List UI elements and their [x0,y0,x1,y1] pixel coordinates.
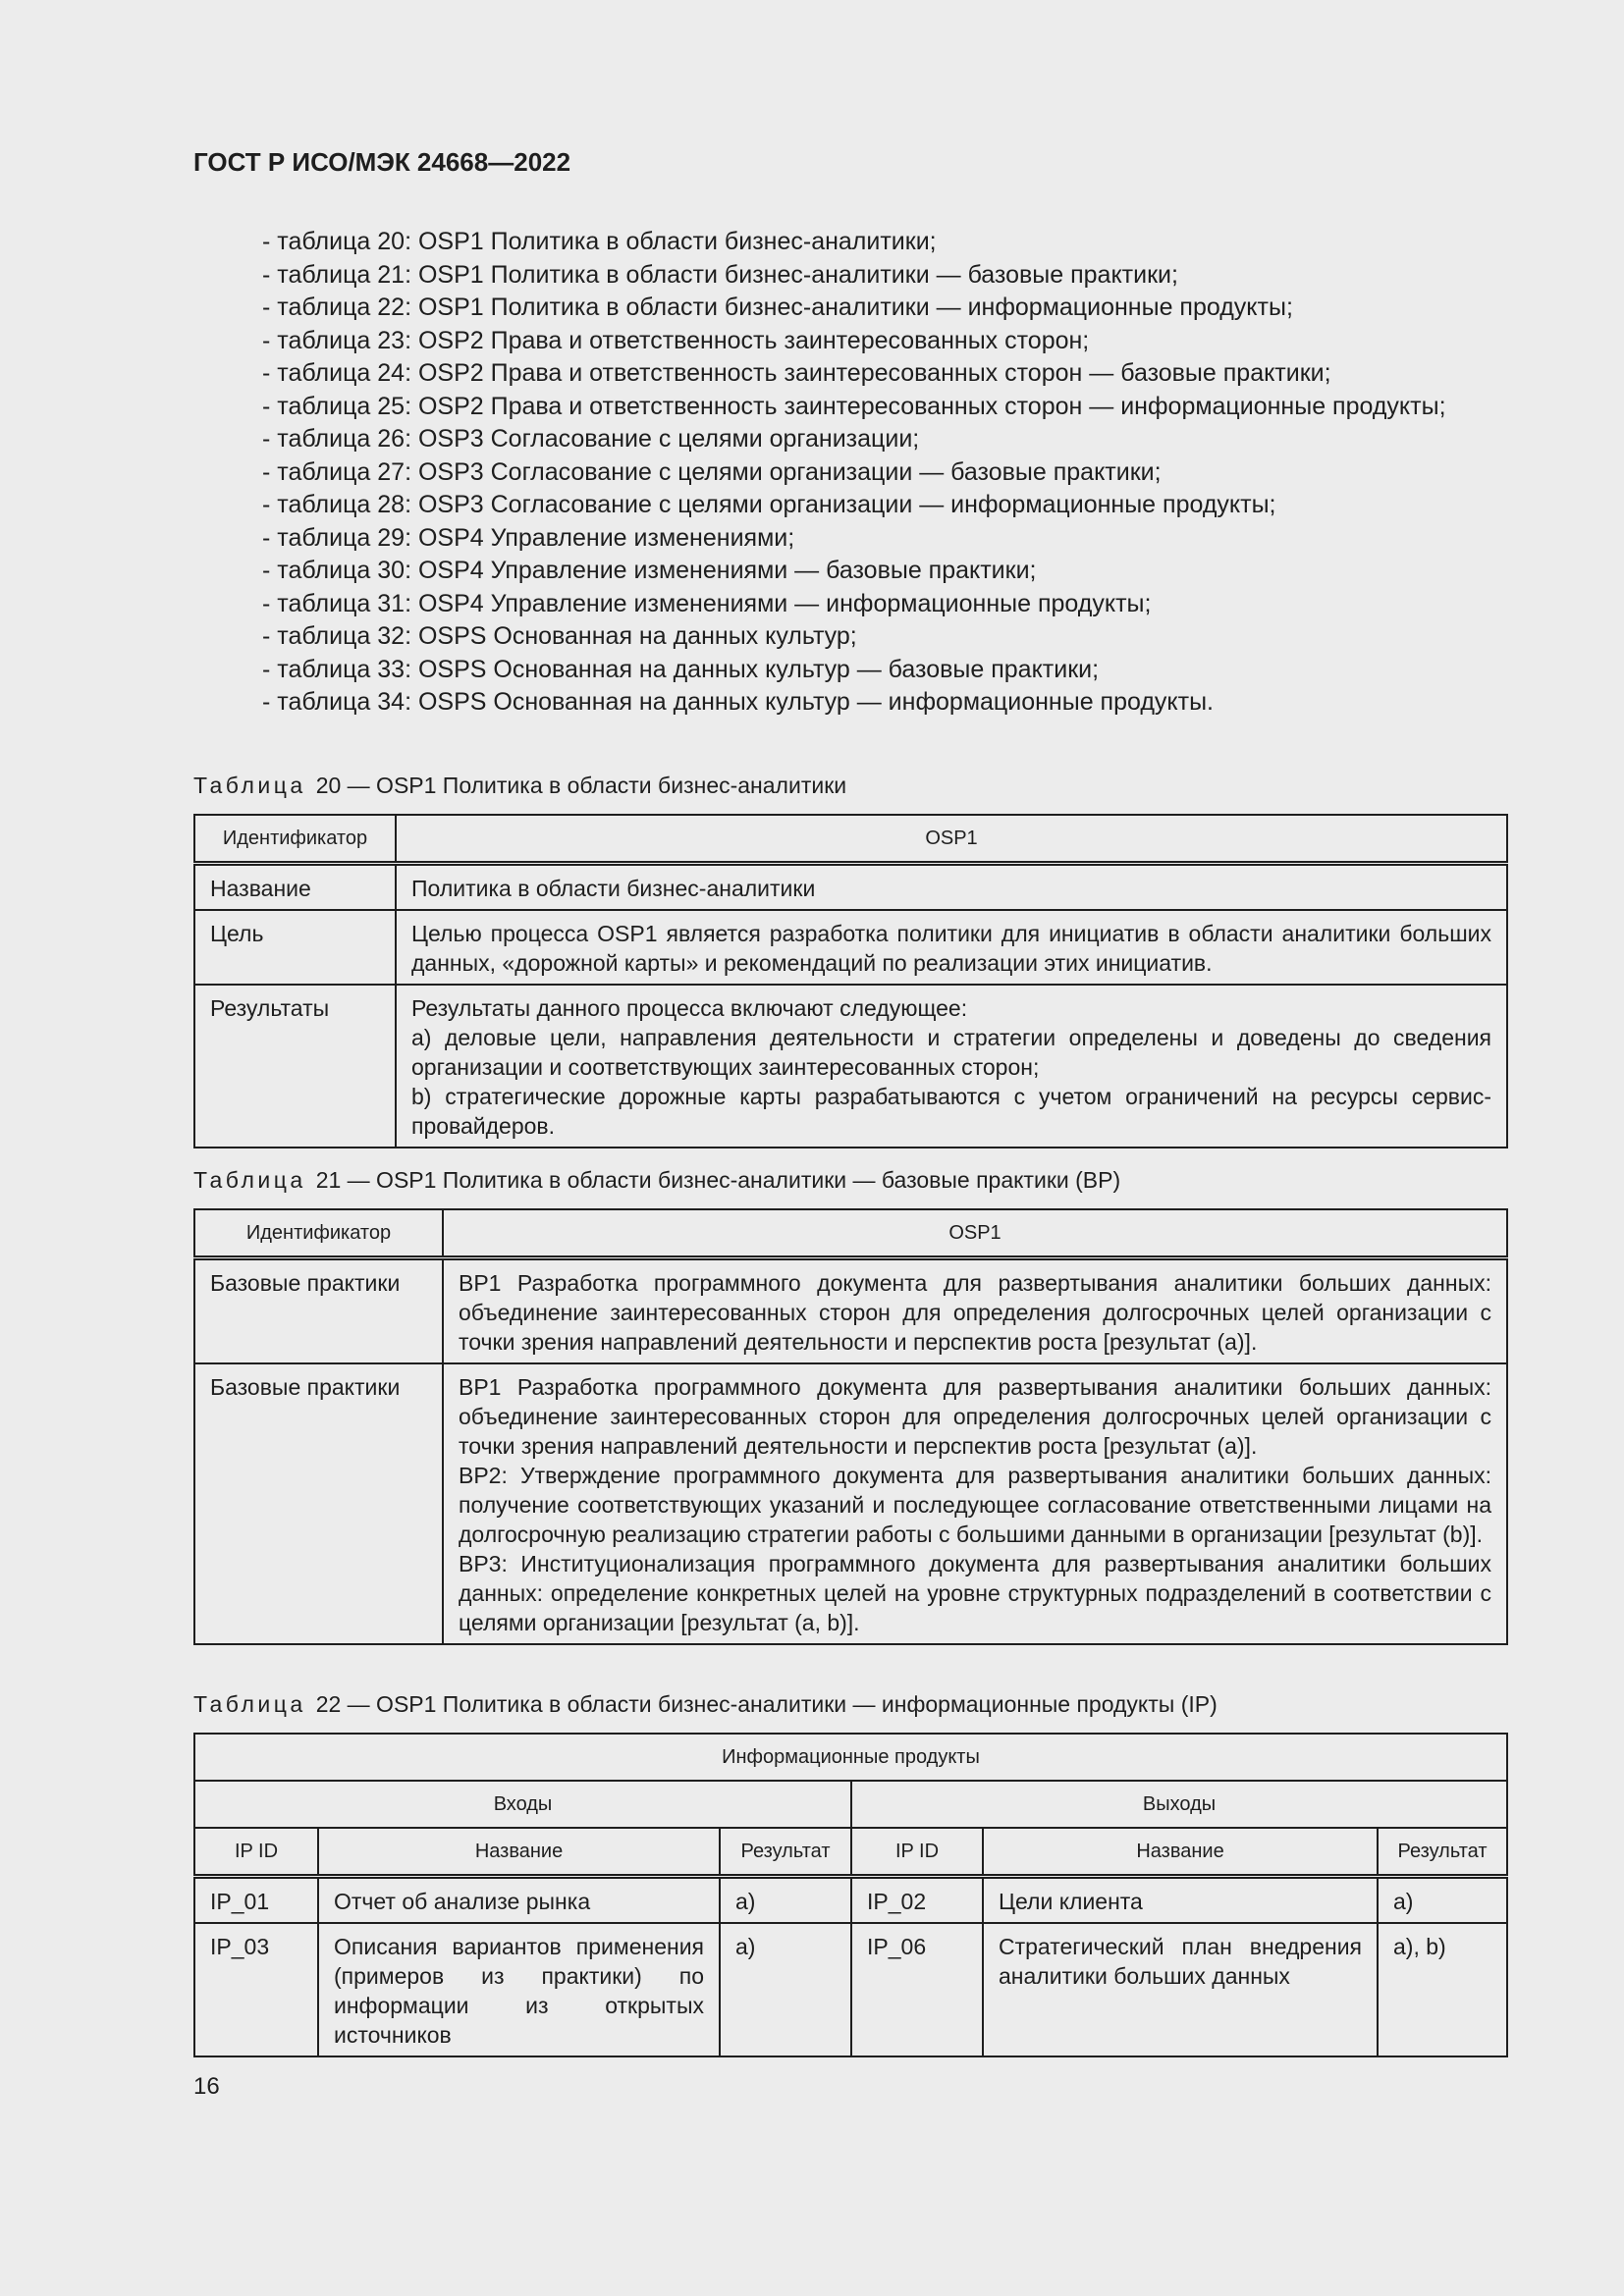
list-item: - таблица 34: OSPS Основанная на данных культур — информационные продукты. [262,688,1215,716]
row-line: BP2: Утверждение программного документа для развертывания аналитики больших данных: получение соответствующих указаний и последующее согласование ответственными лицами на долгосрочную реализацию стратегии работы с большими данными в организации [результат (b)]. [459,1463,1491,1547]
table-cell: IP_06 [851,1923,983,2056]
table-cell: a) [720,1877,851,1924]
list-item: - таблица 20: OSP1 Политика в области бизнес-аналитики; [262,228,937,255]
table-cell: a), b) [1378,1923,1507,2056]
table-cell: a) [1378,1877,1507,1924]
document-header: ГОСТ Р ИСО/МЭК 24668—2022 [193,147,571,177]
table-row [194,1877,1507,1924]
column-header: Название [983,1828,1378,1877]
list-item: - таблица 25: OSP2 Права и ответственность заинтересованных сторон — информационные продукты; [262,392,1446,420]
row-line: BP1 Разработка программного документа для развертывания аналитики больших данных: объединение заинтересованных сторон для определения долгосрочных целей организации с точки зрения направлений деятельности и перспектив роста [результат (a)]. [459,1374,1491,1459]
row-value: BP1 Разработка программного документа для развертывания аналитики больших данных: объединение заинтересованных сторон для определения долгосрочных целей организации с точки зрения направлений деятельности и перспектив роста [результат (a)]. [443,1258,1507,1364]
table-cell: Цели клиента [983,1877,1378,1924]
row-line: b) стратегические дорожные карты разрабатываются с учетом ограничений на ресурсы сервис-провайдеров. [411,1084,1491,1139]
list-item: - таблица 30: OSP4 Управление изменениями — базовые практики; [262,557,1037,584]
list-item: - таблица 33: OSPS Основанная на данных культур — базовые практики; [262,655,1100,683]
row-line: BP3: Институционализация программного документа для развертывания аналитики больших данных: определение конкретных целей на уровне структурных подразделений в соответствии с целями организации [результат (a, b)]. [459,1551,1491,1635]
list-item: - таблица 29: OSP4 Управление изменениями; [262,523,795,552]
table-list [193,226,1507,720]
table-row [194,1923,1507,2056]
caption-text: 20 — OSP1 Политика в области бизнес-аналитики [315,773,847,798]
table-22-caption [193,1691,1218,1718]
list-item: - таблица 27: OSP3 Согласование с целями организации — базовые практики; [262,457,1162,486]
table-cell: Отчет об анализе рынка [318,1877,720,1924]
list-item: - таблица 32: OSPS Основанная на данных культур; [262,622,857,650]
column-header: Идентификатор [194,1209,443,1258]
row-label: Название [194,864,396,911]
list-item: - таблица 23: OSP2 Права и ответственность заинтересованных сторон; [262,326,1090,354]
caption-label: Таблица [193,1691,306,1717]
page-number: 16 [193,2073,220,2100]
column-header: Результат [720,1828,851,1877]
caption-text: 22 — OSP1 Политика в области бизнес-аналитики — информационные продукты (IP) [315,1691,1218,1717]
row-label: Базовые практики [194,1258,443,1364]
table-cell: a) [720,1923,851,2056]
table-21 [193,1208,1508,1645]
list-item: - таблица 28: OSP3 Согласование с целями организации — информационные продукты; [262,491,1276,518]
row-value [396,985,1507,1148]
inputs-header: Входы [194,1781,851,1828]
table-cell: IP_03 [194,1923,318,2056]
table-cell: Описания вариантов применения (примеров из практики) по информации из открытых источников [318,1923,720,2056]
column-header: IP ID [851,1828,983,1877]
outputs-header: Выходы [851,1781,1507,1828]
row-line: a) деловые цели, направления деятельности и стратегии определены и доведены до сведения организации и соответствующих заинтересованных сторон; [411,1025,1491,1080]
table-22 [193,1733,1508,2057]
row-value [443,1363,1507,1644]
column-header: Результат [1378,1828,1507,1877]
column-header: Идентификатор [194,815,396,864]
column-header: IP ID [194,1828,318,1877]
row-value: Целью процесса OSP1 является разработка политики для инициатив в области аналитики больших данных, «дорожной карты» и рекомендаций по реализации этих инициатив. [396,910,1507,985]
caption-text: 21 — OSP1 Политика в области бизнес-аналитики — базовые практики (BP) [315,1167,1121,1193]
column-header: OSP1 [443,1209,1507,1258]
row-line: Результаты данного процесса включают следующее: [411,995,968,1021]
row-value: Политика в области бизнес-аналитики [396,864,1507,911]
table-cell: IP_02 [851,1877,983,1924]
row-label: Цель [194,910,396,985]
caption-label: Таблица [193,773,306,798]
table-cell: IP_01 [194,1877,318,1924]
caption-label: Таблица [193,1167,306,1193]
row-label: Результаты [194,985,396,1148]
table-20 [193,814,1508,1148]
list-item: - таблица 21: OSP1 Политика в области бизнес-аналитики — базовые практики; [262,260,1178,289]
list-item: - таблица 26: OSP3 Согласование с целями организации; [262,425,920,453]
table-21-caption [193,1167,1120,1194]
column-header: Название [318,1828,720,1877]
table-title: Информационные продукты [194,1734,1507,1781]
list-item: - таблица 24: OSP2 Права и ответственность заинтересованных сторон — базовые практики; [262,359,1331,387]
row-label: Базовые практики [194,1363,443,1644]
list-item: - таблица 22: OSP1 Политика в области бизнес-аналитики — информационные продукты; [262,294,1293,321]
column-header: OSP1 [396,815,1507,864]
table-cell: Стратегический план внедрения аналитики больших данных [983,1923,1378,2056]
table-20-caption [193,773,846,799]
list-item: - таблица 31: OSP4 Управление изменениями — информационные продукты; [262,589,1152,617]
